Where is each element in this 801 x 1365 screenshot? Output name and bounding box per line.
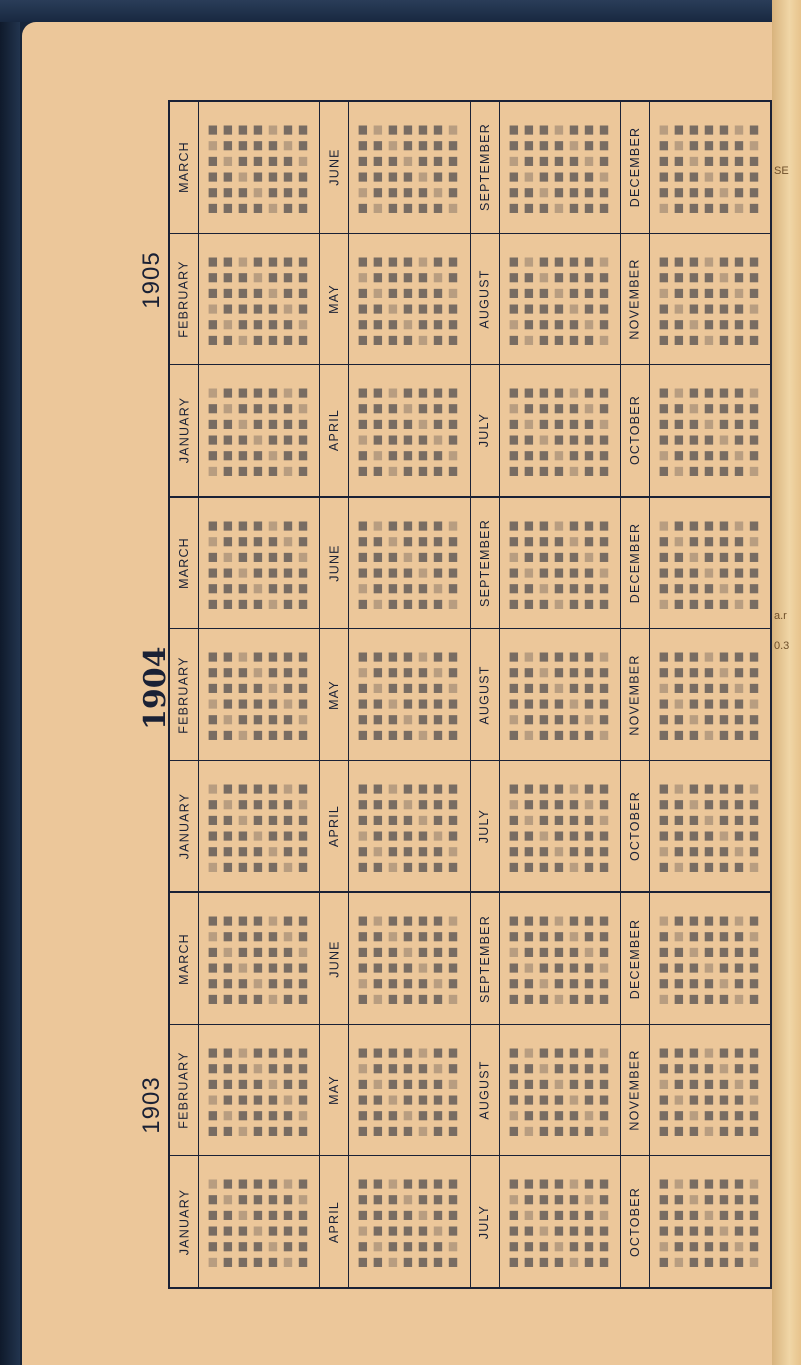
month-name: OCTOBER xyxy=(627,395,642,466)
day-grid xyxy=(349,1156,469,1287)
year-label: 1905 xyxy=(138,251,165,309)
day-grid xyxy=(500,498,620,629)
month-cell xyxy=(320,234,470,365)
month-name: MARCH xyxy=(177,141,191,194)
month-label xyxy=(471,761,500,892)
day-grid-texture xyxy=(199,498,319,629)
month-label xyxy=(320,102,349,233)
month-cell xyxy=(170,629,320,760)
month-cell xyxy=(170,498,320,629)
day-grid xyxy=(500,1156,620,1287)
day-grid xyxy=(650,629,770,760)
day-grid-texture xyxy=(349,893,469,1024)
month-name: JUNE xyxy=(327,939,342,978)
day-grid xyxy=(650,893,770,1024)
day-grid-texture xyxy=(349,629,469,760)
day-grid xyxy=(349,629,469,760)
month-cell xyxy=(621,102,770,233)
month-name: JANUARY xyxy=(177,397,191,464)
month-row xyxy=(170,365,770,496)
month-label xyxy=(621,365,650,496)
month-cell xyxy=(471,629,621,760)
day-grid-texture xyxy=(199,761,319,892)
month-row xyxy=(170,102,770,234)
day-grid xyxy=(650,365,770,496)
day-grid xyxy=(349,365,469,496)
month-label xyxy=(320,498,349,629)
month-label xyxy=(170,1025,199,1156)
day-grid xyxy=(199,893,319,1024)
day-grid-texture xyxy=(650,629,770,760)
day-grid xyxy=(349,1025,469,1156)
month-row xyxy=(170,234,770,366)
month-cell xyxy=(320,498,470,629)
month-name: OCTOBER xyxy=(627,791,642,862)
month-name: NOVEMBER xyxy=(627,258,642,340)
day-grid-texture xyxy=(650,761,770,892)
month-row xyxy=(170,761,770,892)
day-grid-texture xyxy=(199,893,319,1024)
day-grid xyxy=(349,498,469,629)
month-label xyxy=(170,761,199,892)
month-row xyxy=(170,893,770,1025)
month-row xyxy=(170,1156,770,1287)
day-grid-texture xyxy=(199,1025,319,1156)
month-label xyxy=(471,893,500,1024)
month-label xyxy=(320,1156,349,1287)
month-label xyxy=(320,893,349,1024)
month-cell xyxy=(170,234,320,365)
month-name: JANUARY xyxy=(177,1188,191,1256)
day-grid xyxy=(500,1025,620,1156)
day-grid-texture xyxy=(500,102,620,233)
month-label xyxy=(621,893,650,1024)
month-name: APRIL xyxy=(327,805,342,848)
month-label xyxy=(621,498,650,629)
day-grid-texture xyxy=(650,365,770,496)
day-grid-texture xyxy=(650,498,770,629)
day-grid-texture xyxy=(199,234,319,365)
month-cell xyxy=(621,498,770,629)
month-label xyxy=(621,102,650,233)
book-cover-top xyxy=(0,0,801,22)
day-grid xyxy=(199,234,319,365)
month-name: AUGUST xyxy=(477,1060,492,1120)
month-cell xyxy=(320,102,470,233)
month-cell xyxy=(471,893,621,1024)
day-grid xyxy=(500,102,620,233)
day-grid xyxy=(500,893,620,1024)
year-block xyxy=(170,102,770,498)
month-name: SEPTEMBER xyxy=(477,123,492,212)
month-name: FEBRUARY xyxy=(177,655,192,734)
day-grid xyxy=(500,629,620,760)
month-row xyxy=(170,629,770,761)
month-name: OCTOBER xyxy=(627,1186,642,1257)
year-label: 1904 xyxy=(138,646,173,730)
month-label xyxy=(471,498,500,629)
month-name: DECEMBER xyxy=(627,918,642,999)
month-name: MARCH xyxy=(177,932,191,985)
day-grid-texture xyxy=(349,761,469,892)
month-cell xyxy=(170,761,320,892)
day-grid-texture xyxy=(650,102,770,233)
day-grid-texture xyxy=(500,365,620,496)
day-grid xyxy=(199,365,319,496)
month-cell xyxy=(170,893,320,1024)
adjacent-page-edge xyxy=(772,0,801,1365)
month-cell xyxy=(621,1025,770,1156)
day-grid xyxy=(500,234,620,365)
month-cell xyxy=(471,365,621,496)
month-label xyxy=(170,498,199,629)
day-grid xyxy=(349,893,469,1024)
day-grid-texture xyxy=(500,234,620,365)
month-cell xyxy=(621,234,770,365)
month-name: FEBRUARY xyxy=(177,260,192,338)
year-block xyxy=(170,498,770,894)
day-grid xyxy=(199,102,319,233)
month-label xyxy=(471,365,500,496)
year-label: 1903 xyxy=(138,1076,165,1134)
day-grid-texture xyxy=(199,1156,319,1287)
day-grid-texture xyxy=(199,102,319,233)
day-grid-texture xyxy=(199,629,319,760)
month-cell xyxy=(471,234,621,365)
month-name: DECEMBER xyxy=(627,127,642,208)
day-grid-texture xyxy=(650,893,770,1024)
month-label xyxy=(320,629,349,760)
day-grid xyxy=(349,761,469,892)
month-label xyxy=(320,365,349,496)
adjacent-page-fragment: SE xyxy=(774,165,789,177)
month-name: JULY xyxy=(477,413,492,448)
month-name: AUGUST xyxy=(477,664,492,725)
month-label xyxy=(320,234,349,365)
calendar-table xyxy=(168,100,772,1289)
month-label xyxy=(621,761,650,892)
month-label xyxy=(170,365,199,496)
day-grid-texture xyxy=(349,498,469,629)
month-label xyxy=(471,629,500,760)
day-grid xyxy=(199,498,319,629)
month-name: MAY xyxy=(327,1075,342,1106)
day-grid-texture xyxy=(500,629,620,760)
month-name: MAY xyxy=(327,283,342,314)
month-cell xyxy=(621,1156,770,1287)
month-label xyxy=(320,761,349,892)
month-label xyxy=(621,1156,650,1287)
month-name: MARCH xyxy=(177,537,191,589)
day-grid xyxy=(650,1025,770,1156)
day-grid-texture xyxy=(500,498,620,629)
adjacent-page-fragment: a.r xyxy=(774,610,787,622)
month-cell xyxy=(320,1156,470,1287)
day-grid-texture xyxy=(349,365,469,496)
month-label xyxy=(621,629,650,760)
day-grid-texture xyxy=(650,234,770,365)
year-block xyxy=(170,893,770,1287)
month-label xyxy=(170,893,199,1024)
month-cell xyxy=(471,761,621,892)
month-name: APRIL xyxy=(327,409,342,452)
month-cell xyxy=(170,1025,320,1156)
month-cell xyxy=(471,1156,621,1287)
day-grid xyxy=(650,498,770,629)
month-cell xyxy=(170,102,320,233)
day-grid-texture xyxy=(500,893,620,1024)
day-grid xyxy=(199,761,319,892)
day-grid xyxy=(650,102,770,233)
day-grid-texture xyxy=(650,1156,770,1287)
month-name: APRIL xyxy=(327,1200,342,1243)
day-grid xyxy=(500,365,620,496)
month-cell xyxy=(621,365,770,496)
month-label xyxy=(170,1156,199,1287)
day-grid-texture xyxy=(349,1156,469,1287)
month-label xyxy=(471,102,500,233)
month-name: FEBRUARY xyxy=(177,1051,192,1129)
month-name: DECEMBER xyxy=(627,522,642,604)
day-grid xyxy=(650,1156,770,1287)
month-label xyxy=(170,234,199,365)
month-row xyxy=(170,1025,770,1157)
month-cell xyxy=(320,1025,470,1156)
month-cell xyxy=(320,365,470,496)
day-grid-texture xyxy=(349,102,469,233)
day-grid xyxy=(650,234,770,365)
month-label xyxy=(170,102,199,233)
month-name: SEPTEMBER xyxy=(477,519,492,607)
day-grid xyxy=(500,761,620,892)
month-label xyxy=(170,629,199,760)
month-cell xyxy=(170,365,320,496)
month-name: JULY xyxy=(477,1204,492,1239)
month-name: NOVEMBER xyxy=(627,1049,642,1131)
day-grid-texture xyxy=(500,1025,620,1156)
month-cell xyxy=(471,498,621,629)
month-label xyxy=(471,1025,500,1156)
month-name: NOVEMBER xyxy=(627,653,642,736)
adjacent-page-fragment: 0.3 xyxy=(774,640,790,652)
month-name: SEPTEMBER xyxy=(477,914,492,1003)
month-name: JULY xyxy=(477,808,492,844)
month-cell xyxy=(621,893,770,1024)
day-grid-texture xyxy=(349,1025,469,1156)
day-grid-texture xyxy=(199,365,319,496)
month-label xyxy=(471,1156,500,1287)
month-cell xyxy=(621,629,770,760)
book-cover-edge xyxy=(0,0,20,1365)
day-grid-texture xyxy=(349,234,469,365)
day-grid-texture xyxy=(650,1025,770,1156)
day-grid xyxy=(349,102,469,233)
month-name: JUNE xyxy=(327,148,342,187)
month-cell xyxy=(471,1025,621,1156)
month-label xyxy=(320,1025,349,1156)
month-name: JUNE xyxy=(327,544,342,582)
day-grid xyxy=(199,629,319,760)
month-cell xyxy=(621,761,770,892)
month-name: AUGUST xyxy=(477,269,492,329)
day-grid-texture xyxy=(500,761,620,892)
month-cell xyxy=(320,629,470,760)
month-name: JANUARY xyxy=(177,792,191,860)
month-cell xyxy=(320,761,470,892)
day-grid xyxy=(199,1156,319,1287)
month-label xyxy=(621,1025,650,1156)
month-cell xyxy=(170,1156,320,1287)
month-name: MAY xyxy=(327,679,342,710)
month-label xyxy=(471,234,500,365)
day-grid-texture xyxy=(500,1156,620,1287)
day-grid xyxy=(199,1025,319,1156)
month-cell xyxy=(471,102,621,233)
day-grid xyxy=(650,761,770,892)
month-label xyxy=(621,234,650,365)
month-row xyxy=(170,498,770,630)
month-cell xyxy=(320,893,470,1024)
day-grid xyxy=(349,234,469,365)
